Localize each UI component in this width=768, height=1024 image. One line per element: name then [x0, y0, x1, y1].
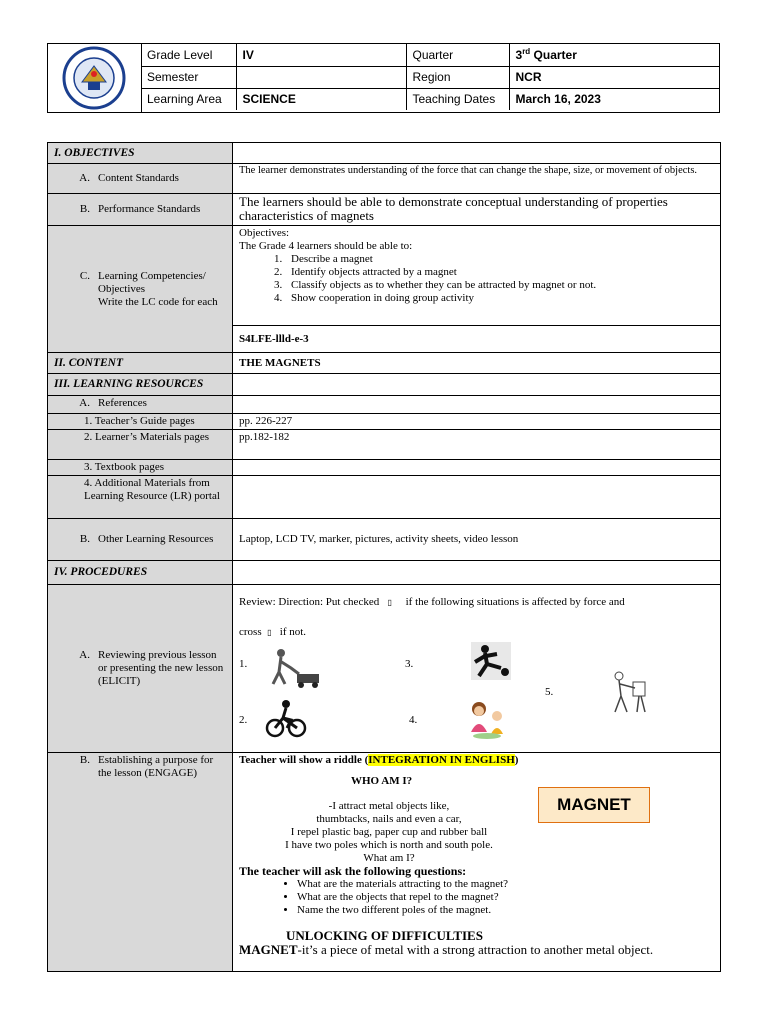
lesson-plan-table — [47, 142, 721, 972]
objectives-list — [239, 253, 714, 305]
other-resources-label: B. Other Learning Resources — [48, 519, 233, 561]
procedures-empty — [233, 561, 721, 585]
objectives-empty — [233, 143, 721, 164]
grade-level-value: IV — [236, 44, 406, 66]
teachers-guide-label: 1. Teacher’s Guide pages — [48, 414, 233, 430]
reviewing-lesson-label: A. Reviewing previous lesson or presenting the new lesson (ELICIT) — [48, 585, 233, 753]
learning-resources-empty — [233, 374, 721, 396]
performance-standards-value: The learners should be able to demonstrate conceptual understanding of properties characteristics of magnets — [233, 194, 721, 226]
region-label: Region — [406, 66, 509, 88]
references-empty — [233, 396, 721, 414]
riddle-title: WHO AM I? — [351, 775, 413, 787]
content-standards-value: The learner demonstrates understanding of the force that can change the shape, size, or movement of objects. — [233, 164, 721, 194]
additional-materials-label: 4. Additional Materials from Learning Resource (LR) portal — [48, 476, 233, 519]
list-item: 3. Classify objects as to whether they can be attracted by magnet or not. — [285, 279, 714, 292]
header-table — [47, 43, 720, 113]
kicking-ball-picture-icon — [471, 642, 511, 680]
quarter-label: Quarter — [406, 44, 509, 66]
learning-competencies-value: Objectives: The Grade 4 learners should be able to: 1. Describe a magnet 2. Identify objects attracted by a magnet 3. Classify objects as to whether they can be attracted by magnet or not. 4. Show cooperation in doing group activity — [233, 226, 721, 326]
textbook-pages-label: 3. Textbook pages — [48, 460, 233, 476]
picture-label-4: 4. — [409, 714, 418, 726]
other-resources-value: Laptop, LCD TV, marker, pictures, activity sheets, video lesson — [233, 519, 721, 561]
learning-competencies-label: C. Learning Competencies/ Objectives Write the LC code for each — [48, 226, 233, 353]
establishing-purpose-cell — [233, 753, 721, 972]
riddle-text: -I attract metal objects like, thumbtacks, nails and even a car, I repel plastic bag, paper cup and rubber ball I have two poles which is north and south pole. What am I? — [285, 800, 493, 864]
picture-label-3: 3. — [405, 658, 414, 670]
learning-resources-heading: III. LEARNING RESOURCES — [48, 374, 233, 396]
content-standards-label: A. Content Standards — [48, 164, 233, 194]
content-heading: II. CONTENT — [48, 353, 233, 374]
grade-level-label: Grade Level — [141, 44, 236, 66]
establishing-purpose-label: B. Establishing a purpose for the lesson (ENGAGE) — [48, 753, 233, 972]
learning-area-value: SCIENCE — [236, 88, 406, 110]
magnet-definition: MAGNET-it’s a piece of metal with a strong attraction to another metal object. — [239, 942, 654, 957]
unlocking-title: UNLOCKING OF DIFFICULTIES — [286, 928, 483, 943]
objectives-heading: I. OBJECTIVES — [48, 143, 233, 164]
magnet-answer-box: MAGNET — [538, 787, 650, 823]
reviewing-lesson-cell — [233, 585, 721, 753]
list-item: 2. Identify objects attracted by a magnet — [285, 266, 714, 279]
content-value: THE MAGNETS — [233, 353, 721, 374]
questions-list — [239, 878, 714, 917]
deped-seal-icon — [48, 44, 141, 112]
children-playing-picture-icon — [465, 698, 509, 740]
lawn-mower-picture-icon — [259, 644, 323, 688]
list-item: 4. Show cooperation in doing group activity — [285, 292, 714, 305]
teaching-dates-value: March 16, 2023 — [515, 92, 601, 107]
list-item: • Name the two different poles of the magnet. — [297, 904, 714, 917]
quarter-value: 3rd Quarter — [509, 44, 719, 66]
performance-standards-label: B. Performance Standards — [48, 194, 233, 226]
bicycle-picture-icon — [265, 698, 307, 738]
picture-label-2: 2. — [239, 714, 248, 726]
deped-seal-cell — [48, 44, 142, 112]
procedures-heading: IV. PROCEDURES — [48, 561, 233, 585]
additional-materials-value — [233, 476, 721, 519]
semester-label: Semester — [141, 66, 236, 88]
header-info — [141, 44, 719, 110]
list-item: 1. Describe a magnet — [285, 253, 714, 266]
references-label: A. References — [48, 396, 233, 414]
semester-value — [236, 66, 406, 88]
learning-area-label: Learning Area — [141, 88, 236, 110]
learners-materials-value: pp.182-182 — [233, 430, 721, 460]
riddle-intro: Teacher will show a riddle (INTEGRATION IN ENGLISH) — [239, 754, 519, 766]
review-direction-2: cross ▯ if not. — [239, 626, 307, 638]
list-item: • What are the objects that repel to the magnet? — [297, 891, 714, 904]
region-value: NCR — [509, 66, 719, 88]
teaching-dates-label: Teaching Dates — [406, 88, 509, 110]
review-direction: Review: Direction: Put checked ▯ if the following situations is affected by force and — [239, 596, 625, 608]
textbook-pages-value — [233, 460, 721, 476]
learners-materials-label: 2. Learner’s Materials pages — [48, 430, 233, 460]
picture-label-1: 1. — [239, 658, 248, 670]
teachers-guide-value: pp. 226-227 — [233, 414, 721, 430]
lc-code: S4LFE-llld-e-3 — [233, 326, 721, 353]
pushing-picture-icon — [609, 668, 649, 716]
picture-label-5: 5. — [545, 686, 554, 698]
questions-title: The teacher will ask the following questions: — [239, 864, 467, 878]
list-item: • What are the materials attracting to the magnet? — [297, 878, 714, 891]
